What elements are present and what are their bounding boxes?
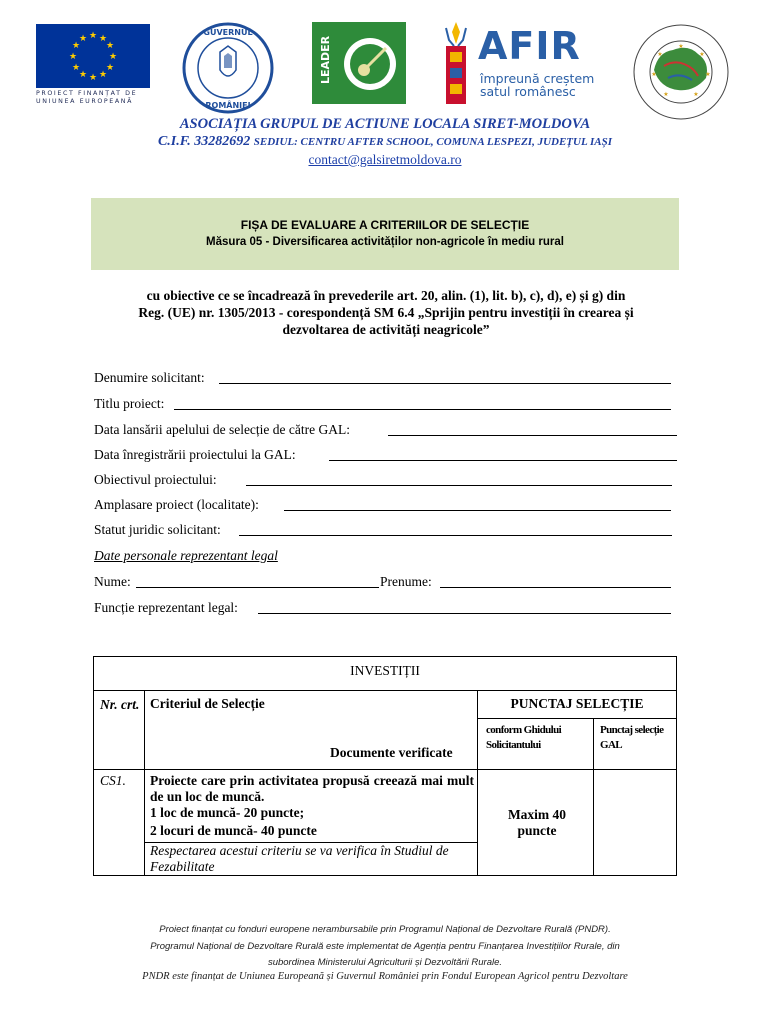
- form-title-box: [91, 198, 679, 270]
- svg-text:★: ★: [663, 91, 669, 98]
- criterion-option-2: 2 locuri de muncă- 40 puncte: [150, 823, 317, 838]
- footer-line-2: Programul Național de Dezvoltare Rurală este implementat de Agenția pentru Finanțarea Investițiilor Rurale, din: [150, 941, 620, 952]
- verification-note: Respectarea acestui criteriu se va verifica în Studiul de Fezabilitate: [150, 843, 449, 874]
- footer-line-3: subordinea Ministerului Agriculturii și Dezvoltării Rurale.: [267, 957, 503, 968]
- criterion-description: Proiecte care prin activitatea propusă creează mai mult de un loc de muncă.: [150, 773, 474, 804]
- registration-date-field: [94, 447, 296, 463]
- svg-text:ROMÂNIEI: ROMÂNIEI: [205, 101, 251, 110]
- organization-details: [0, 134, 770, 150]
- svg-text:GUVERNUL: GUVERNUL: [203, 28, 253, 37]
- column-header-score: PUNCTAJ SELECȚIE: [510, 696, 644, 711]
- table-divider: [144, 690, 145, 875]
- afir-slogan-line1: împreună creștem: [480, 71, 595, 86]
- eu-logo: [36, 24, 152, 108]
- svg-text:★: ★: [108, 52, 118, 62]
- legal-status-input-line[interactable]: [239, 535, 672, 536]
- call-launch-date-field: [94, 422, 350, 438]
- project-objective-field: [94, 472, 217, 488]
- svg-text:LEADER: LEADER: [319, 35, 332, 84]
- legal-status-field: [94, 522, 221, 538]
- eu-flag-icon: [36, 24, 150, 88]
- svg-text:★: ★: [98, 70, 108, 80]
- afir-wheat-icon: [440, 20, 474, 104]
- column-header-guide-score: conform Ghidului Solicitantului: [486, 724, 562, 751]
- svg-text:★: ★: [71, 63, 81, 73]
- applicant-name-input-line[interactable]: [219, 383, 671, 384]
- svg-text:★: ★: [71, 41, 81, 51]
- contact-email-link[interactable]: contact@galsiretmoldova.ro: [308, 152, 462, 167]
- svg-text:★: ★: [68, 52, 78, 62]
- last-name-label: Nume:: [94, 574, 131, 589]
- table-divider: [478, 718, 676, 719]
- column-header-criterion: Criteriul de Selecție: [150, 696, 265, 711]
- footer-line-1: Proiect finanțat cu fonduri europene nerambursabile prin Programul Național de Dezvoltare Rurală (PNDR).: [159, 924, 611, 935]
- svg-text:★: ★: [651, 71, 657, 78]
- eu-caption-line2: UNIUNEA EUROPEANĂ: [36, 98, 134, 105]
- objectives-line2: Reg. (UE) nr. 1305/2013 - corespondență SM 6.4 „Sprijin pentru investiții în crearea și: [138, 305, 634, 320]
- svg-text:★: ★: [678, 43, 684, 50]
- column-header-documents: Documente verificate: [330, 745, 453, 760]
- legal-status-label: Statut juridic solicitant:: [94, 522, 221, 537]
- footer-line-4: PNDR este finanțat de Uniunea Europeană și Guvernul României prin Fondul European Agricol pentru Dezvoltare: [142, 971, 628, 982]
- table-section-title: INVESTIȚII: [350, 663, 420, 678]
- name-field: [94, 574, 432, 590]
- representative-function-input-line[interactable]: [258, 613, 671, 614]
- svg-text:★: ★: [105, 41, 115, 51]
- measure-title: Măsura 05 - Diversificarea activităților non-agricole în mediu rural: [206, 236, 564, 248]
- objectives-paragraph: [96, 287, 676, 338]
- government-logo: [180, 22, 276, 114]
- afir-logo: [440, 20, 595, 106]
- location-input-line[interactable]: [284, 510, 671, 511]
- svg-text:★: ★: [78, 34, 88, 44]
- afir-slogan-line2: satul românesc: [480, 84, 576, 99]
- svg-text:★: ★: [705, 71, 711, 78]
- first-name-label: Prenume:: [380, 574, 432, 589]
- eu-caption: [36, 90, 152, 106]
- project-objective-input-line[interactable]: [246, 485, 672, 486]
- svg-text:★: ★: [88, 73, 98, 83]
- representative-function-label: Funcție reprezentant legal:: [94, 600, 238, 615]
- form-title: FIȘA DE EVALUARE A CRITERIILOR DE SELECȚIE: [240, 218, 530, 232]
- first-name-input-line[interactable]: [440, 587, 671, 588]
- svg-text:★: ★: [699, 51, 705, 58]
- organization-seat: SEDIUL: CENTRU AFTER SCHOOL, COMUNA LESPEZI, JUDEȚUL IAȘI: [253, 136, 613, 148]
- column-header-gal-score: Punctaj selecție GAL: [600, 724, 664, 751]
- location-label: Amplasare proiect (localitate):: [94, 497, 259, 512]
- column-header-nr: Nr. crt.: [100, 697, 140, 712]
- cif-number: C.I.F. 33282692: [157, 134, 251, 149]
- registration-date-input-line[interactable]: [329, 460, 677, 461]
- project-title-input-line[interactable]: [174, 409, 671, 410]
- row-number: CS1.: [100, 773, 126, 788]
- svg-text:★: ★: [105, 63, 115, 73]
- call-launch-date-input-line[interactable]: [388, 435, 677, 436]
- svg-text:★: ★: [693, 91, 699, 98]
- gal-seal-logo: [628, 22, 734, 122]
- applicant-name-label: Denumire solicitant:: [94, 370, 205, 385]
- svg-text:★: ★: [98, 34, 108, 44]
- afir-name: AFIR: [478, 24, 581, 68]
- representative-function-field: [94, 600, 238, 616]
- call-launch-date-label: Data lansării apelului de selecție de către GAL:: [94, 422, 351, 437]
- criterion-option-1: 1 loc de muncă- 20 puncte;: [150, 805, 305, 820]
- evaluation-table: [93, 656, 677, 876]
- registration-date-label: Data înregistrării proiectului la GAL:: [94, 447, 296, 462]
- table-divider: [94, 690, 676, 691]
- max-score: Maxim 40 puncte: [507, 807, 567, 838]
- applicant-name-field: [94, 370, 205, 386]
- svg-text:★: ★: [78, 70, 88, 80]
- table-divider: [94, 769, 676, 770]
- project-objective-label: Obiectivul proiectului:: [94, 472, 217, 487]
- table-divider: [593, 718, 594, 875]
- personal-data-heading: Date personale reprezentant legal: [94, 548, 278, 563]
- gal-score-input[interactable]: [600, 775, 672, 871]
- leader-logo: [312, 22, 406, 104]
- svg-text:★: ★: [657, 51, 663, 58]
- eu-caption-line1: PROIECT FINANȚAT DE: [36, 90, 138, 97]
- organization-name: ASOCIAȚIA GRUPUL DE ACTIUNE LOCALA SIRET-MOLDOVA: [179, 116, 591, 132]
- project-title-field: [94, 396, 164, 412]
- afir-slogan: [480, 72, 594, 98]
- objectives-line3: dezvoltarea de activități neagricole”: [282, 322, 490, 337]
- objectives-line1: cu obiective ce se încadrează în prevederile art. 20, alin. (1), lit. b), c), d), e) și g) din: [146, 288, 626, 303]
- location-field: [94, 497, 259, 513]
- last-name-input-line[interactable]: [136, 587, 379, 588]
- project-title-label: Titlu proiect:: [94, 396, 165, 411]
- svg-text:★: ★: [88, 31, 98, 41]
